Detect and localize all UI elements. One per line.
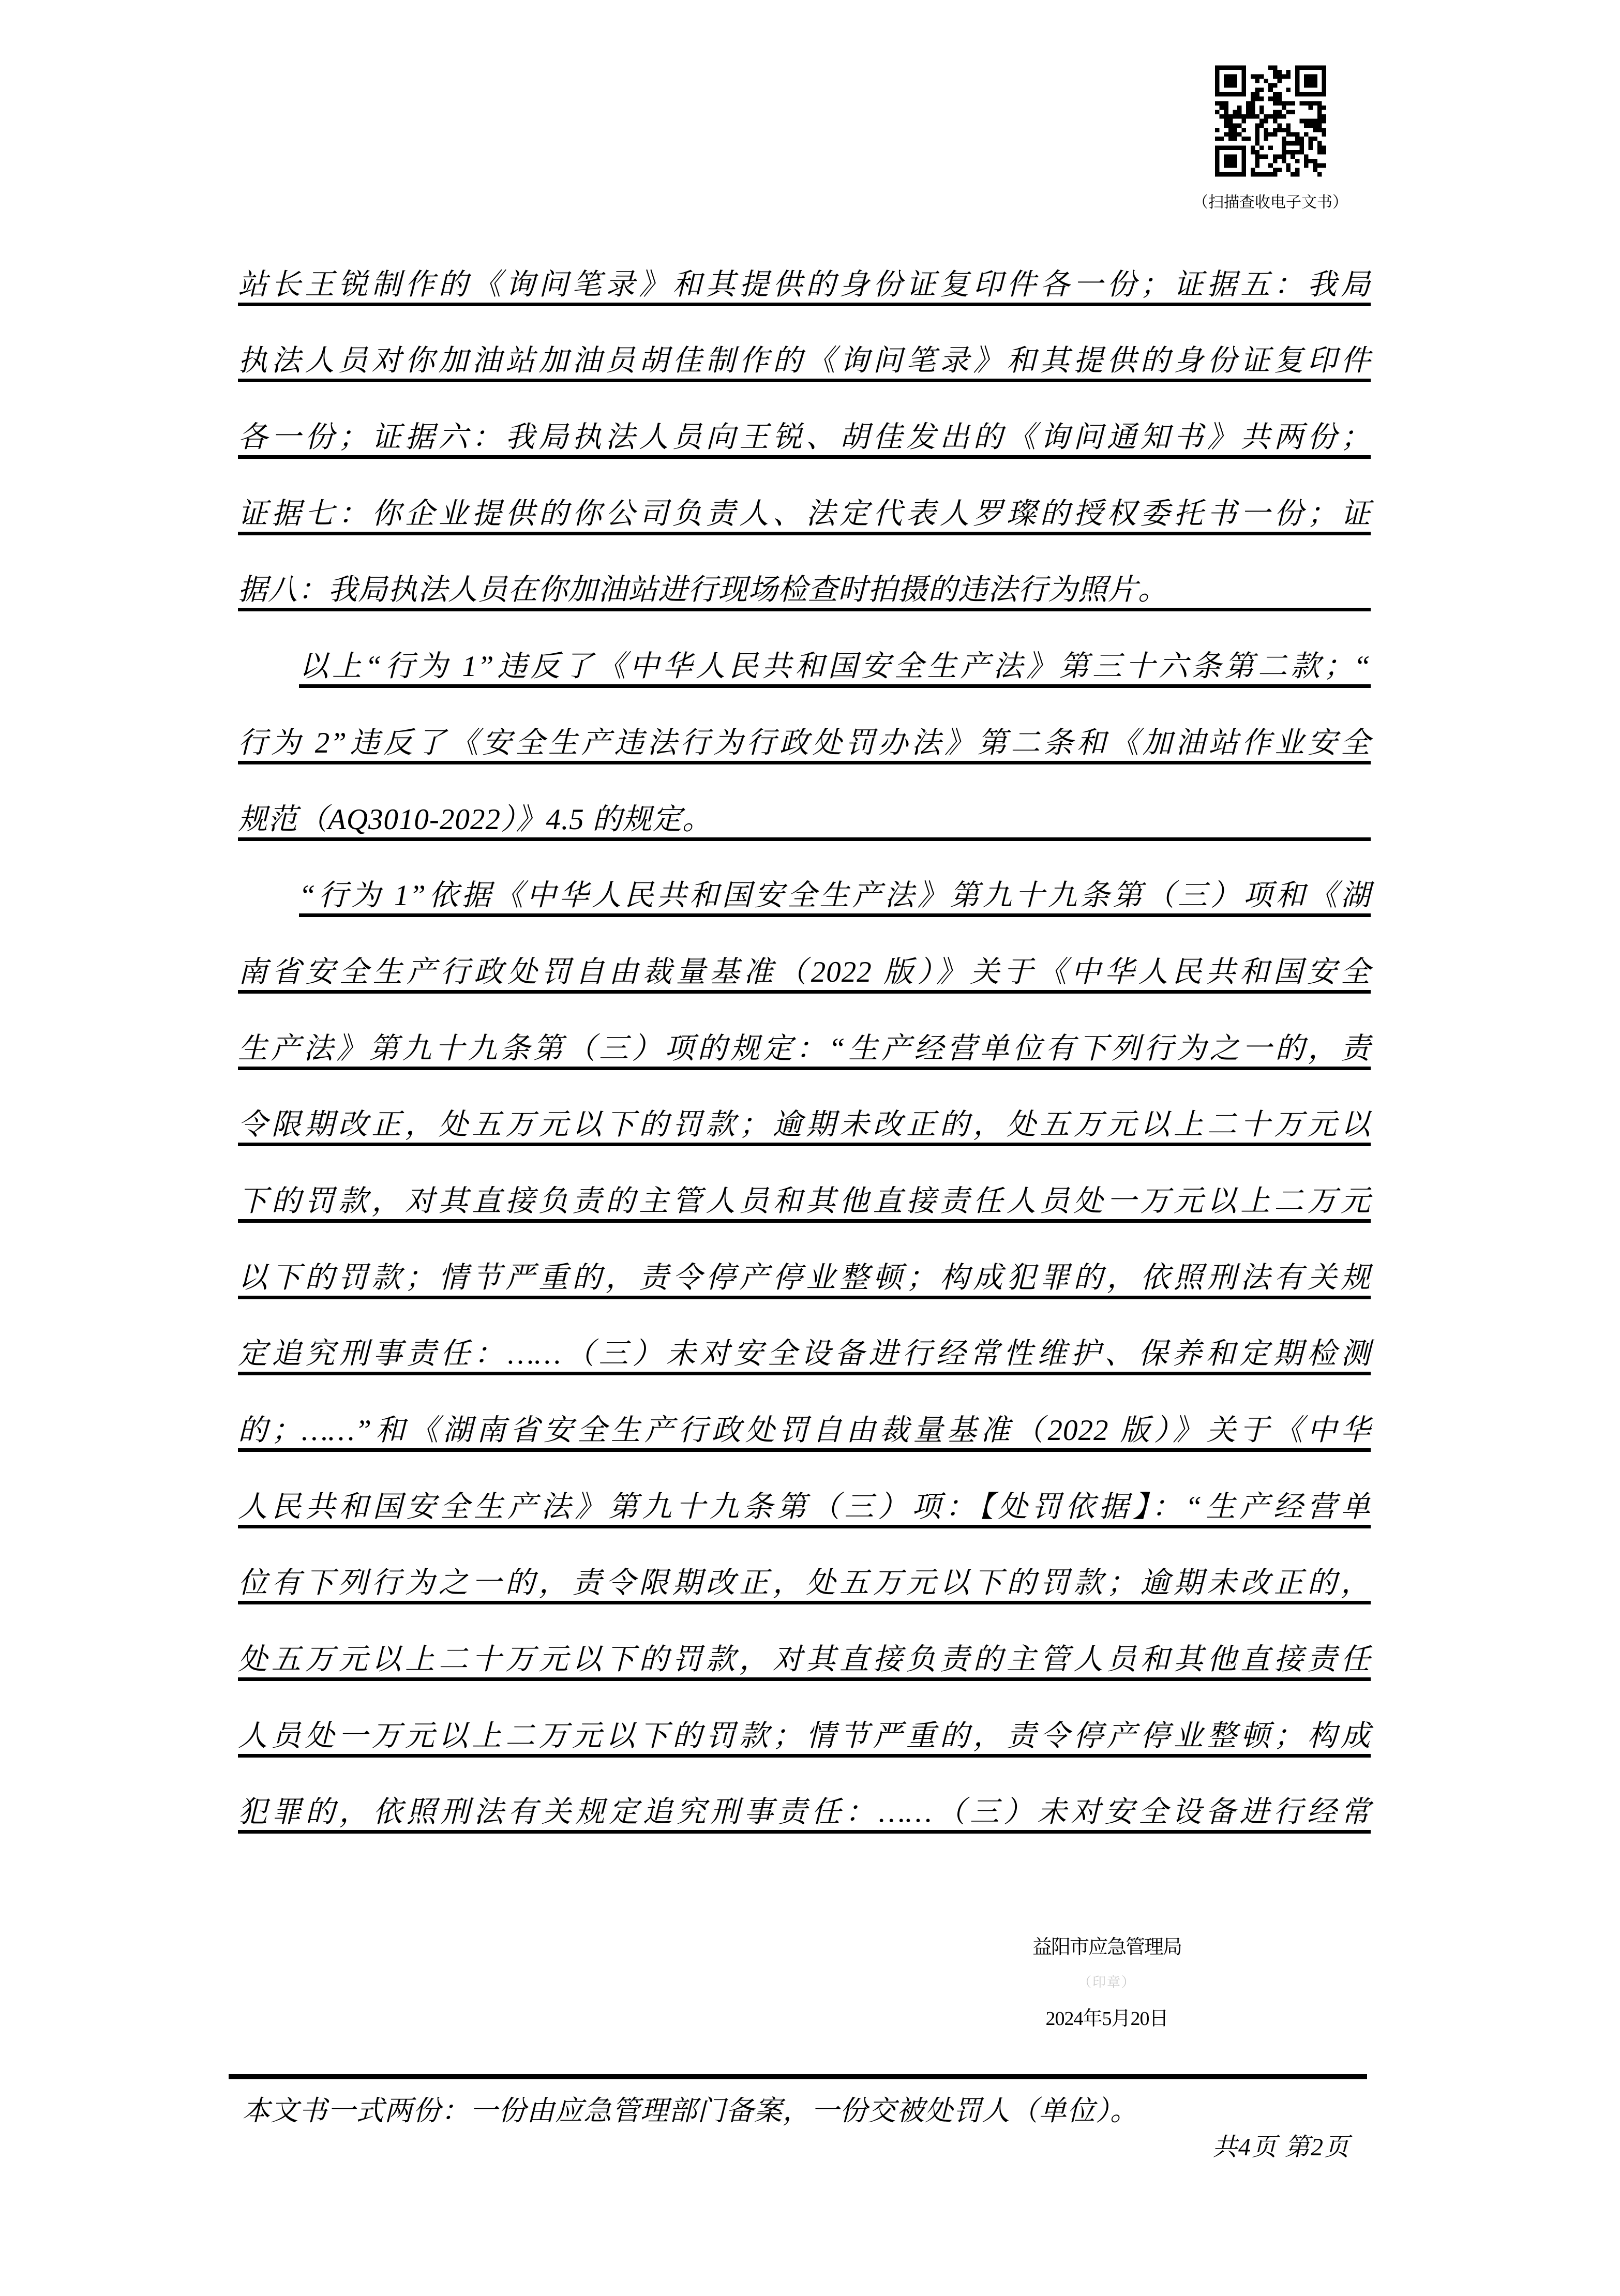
footer-note: 本文书一式两份：一份由应急管理部门备案，一份交被处罚人（单位）。 xyxy=(242,2095,1138,2126)
body-line-text: 人民共和国安全生产法》第九十九条第（三）项：【处罚依据】：“生产经营单 xyxy=(238,1490,1371,1523)
body-line-text: 证据七：你企业提供的你公司负责人、法定代表人罗璨的授权委托书一份；证 xyxy=(238,497,1371,530)
body-line xyxy=(238,917,1371,994)
body-line-text: 位有下列行为之一的，责令限期改正，处五万元以下的罚款；逾期未改正的， xyxy=(238,1567,1371,1600)
body-line-text: 生产法》第九十九条第（三）项的规定：“生产经营单位有下列行为之一的，责 xyxy=(238,1032,1371,1065)
body-line-text: 各一份；证据六：我局执法人员向王锐、胡佳发出的《询问通知书》共两份； xyxy=(238,421,1371,454)
seal-placeholder: （印章） xyxy=(1077,1975,1136,1990)
body-line xyxy=(238,1146,1371,1223)
footer-divider xyxy=(229,2074,1367,2079)
body-line xyxy=(238,1758,1371,1834)
qr-caption: （扫描查收电子文书） xyxy=(1193,194,1348,211)
issuing-agency: 益阳市应急管理局 xyxy=(1032,1937,1181,1958)
body-line-text: 站长王锐制作的《询问笔录》和其提供的身份证复印件各一份；证据五：我局 xyxy=(238,268,1371,301)
body-line xyxy=(238,994,1371,1070)
body-line xyxy=(238,459,1371,535)
body-line-text: 犯罪的，依照刑法有关规定追究刑事责任：……（三）未对安全设备进行经常 xyxy=(238,1796,1371,1829)
page-number: 共4页 第2页 xyxy=(1212,2134,1350,2161)
document-body xyxy=(238,230,1371,1834)
body-line xyxy=(238,1070,1371,1147)
body-line xyxy=(299,841,1371,918)
body-line-text: 南省安全生产行政处罚自由裁量基准（2022 版）》关于《中华人民共和国安全 xyxy=(238,955,1371,988)
body-line-text: 据八：我局执法人员在你加油站进行现场检查时拍摄的违法行为照片。 xyxy=(238,574,1168,607)
body-line xyxy=(238,1528,1371,1605)
body-line-text: 定追究刑事责任：……（三）未对安全设备进行经常性维护、保养和定期检测 xyxy=(238,1338,1371,1371)
body-line xyxy=(238,1681,1371,1758)
body-line-text: 执法人员对你加油站加油员胡佳制作的《询问笔录》和其提供的身份证复印件 xyxy=(238,344,1371,378)
body-line xyxy=(238,382,1371,459)
body-line-text: 下的罚款，对其直接负责的主管人员和其他直接责任人员处一万元以上二万元 xyxy=(238,1184,1371,1218)
body-line-text: 的；……”和《湖南省安全生产行政处罚自由裁量基准（2022 版）》关于《中华 xyxy=(238,1414,1371,1447)
body-line-text: 令限期改正，处五万元以下的罚款；逾期未改正的，处五万元以上二十万元以 xyxy=(238,1108,1371,1142)
body-line xyxy=(238,535,1371,612)
body-line-text: 行为 2”违反了《安全生产违法行为行政处罚办法》第二条和《加油站作业安全 xyxy=(238,726,1371,759)
body-line xyxy=(238,688,1371,764)
body-line xyxy=(238,764,1371,841)
body-line-text: 处五万元以上二十万元以下的罚款，对其直接负责的主管人员和其他直接责任 xyxy=(238,1643,1371,1676)
body-line-text: 规范（AQ3010-2022）》4.5 的规定。 xyxy=(238,803,712,836)
body-line-text: 人员处一万元以上二万元以下的罚款；情节严重的，责令停产停业整顿；构成 xyxy=(238,1719,1371,1752)
body-line-text: 以上“行为 1”违反了《中华人民共和国安全生产法》第三十六条第二款；“ xyxy=(299,650,1371,683)
qr-code-icon xyxy=(1215,65,1326,177)
body-line xyxy=(238,1452,1371,1528)
issue-date: 2024年5月20日 xyxy=(1045,2008,1168,2030)
body-line xyxy=(238,306,1371,383)
qr-block xyxy=(1190,65,1351,212)
body-line xyxy=(238,1604,1371,1681)
body-line xyxy=(238,230,1371,306)
body-line-text: 以下的罚款；情节严重的，责令停产停业整顿；构成犯罪的，依照刑法有关规 xyxy=(238,1261,1371,1294)
body-line xyxy=(238,1299,1371,1376)
signature-block xyxy=(1014,1931,1200,2031)
body-line xyxy=(238,1375,1371,1452)
body-line-text: “行为 1”依据《中华人民共和国安全生产法》第九十九条第（三）项和《湖 xyxy=(299,879,1371,912)
body-line xyxy=(299,611,1371,688)
body-line xyxy=(238,1223,1371,1299)
